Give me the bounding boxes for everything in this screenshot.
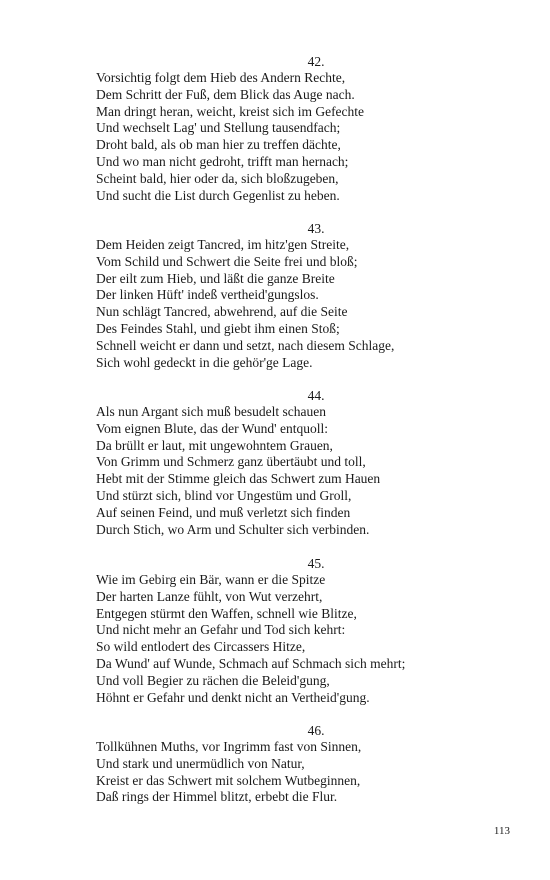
stanza-lines [96,739,496,806]
stanza-42 [96,53,496,204]
verse-line: Dem Schritt der Fuß, dem Blick das Auge nach. [96,86,355,102]
verse-line: Tollkühnen Muths, vor Ingrimm fast von Sinnen, [96,739,362,754]
verse-line: Droht bald, als ob man hier zu treffen dächte, [96,137,341,153]
verse-line: Daß rings der Himmel blitzt, erbebt die Flur. [96,789,338,805]
stanza-number: 46. [307,723,325,738]
verse-line: Vom eignen Blute, das der Wund' entquoll: [96,420,328,436]
verse-line: Und nicht mehr an Gefahr und Tod sich kehrt: [96,622,346,638]
verse-line: Auf seinen Feind, und muß verletzt sich finden [96,504,351,520]
verse-line: Dem Heiden zeigt Tancred, im hitz'gen Streite, [96,237,350,252]
verse-line: Vorsichtig folgt dem Hieb des Andern Rechte, [96,70,346,85]
stanza-number: 44. [307,388,325,403]
verse-line: So wild entlodert des Circassers Hitze, [96,639,306,655]
stanza-lines [96,237,496,371]
verse-line: Schnell weicht er dann und setzt, nach diesem Schlage, [96,337,395,353]
verse-line: Man dringt heran, weicht, kreist sich im Gefechte [96,103,365,119]
verse-line: Und sucht die List durch Gegenlist zu heben. [96,187,340,203]
stanza-lines [96,404,496,538]
verse-line: Von Grimm und Schmerz ganz übertäubt und toll, [96,454,366,470]
verse-line: Vom Schild und Schwert die Seite frei und bloß; [96,253,358,269]
page-number: 113 [493,825,510,837]
verse-line: Der harten Lanze fühlt, von Wut verzehrt, [96,588,323,604]
stanza-lines [96,572,496,706]
verse-line: Sich wohl gedeckt in die gehör'ge Lage. [96,354,313,370]
verse-line: Und wo man nicht gedroht, trifft man hernach; [96,153,349,169]
verse-line: Da Wund' auf Wunde, Schmach auf Schmach sich mehrt; [96,655,406,671]
verse-line: Nun schlägt Tancred, abwehrend, auf die Seite [96,304,348,320]
verse-line: Und voll Begier zu rächen die Beleid'gung, [96,672,330,688]
verse-line: Scheint bald, hier oder da, sich bloßzugeben, [96,170,339,186]
stanza-46 [96,722,496,806]
verse-line: Höhnt er Gefahr und denkt nicht an Vertheid'gung. [96,689,370,705]
verse-line: Und wechselt Lag' und Stellung tausendfach; [96,120,341,136]
stanza-lines [96,70,496,204]
verse-line: Durch Stich, wo Arm und Schulter sich verbinden. [96,521,370,537]
stanza-number: 42. [307,54,325,69]
verse-line: Der eilt zum Hieb, und läßt die ganze Breite [96,270,335,286]
stanza-number: 43. [307,221,325,236]
verse-line: Der linken Hüft' indeß vertheid'gungslos. [96,287,319,303]
verse-line: Des Feindes Stahl, und giebt ihm einen Stoß; [96,320,340,336]
stanza-45 [96,555,496,706]
verse-line: Kreist er das Schwert mit solchem Wutbeginnen, [96,772,361,788]
verse-line: Und stark und unermüdlich von Natur, [96,755,305,771]
verse-line: Entgegen stürmt den Waffen, schnell wie Blitze, [96,605,357,621]
stanza-number: 45. [307,556,325,571]
stanza-43 [96,220,496,371]
stanza-44 [96,387,496,538]
verse-line: Hebt mit der Stimme gleich das Schwert zum Hauen [96,471,381,487]
verse-line: Und stürzt sich, blind vor Ungestüm und Groll, [96,487,352,503]
verse-line: Da brüllt er laut, mit ungewohntem Grauen, [96,437,333,453]
verse-line: Wie im Gebirg ein Bär, wann er die Spitze [96,572,326,587]
verse-line: Als nun Argant sich muß besudelt schauen [96,404,326,419]
